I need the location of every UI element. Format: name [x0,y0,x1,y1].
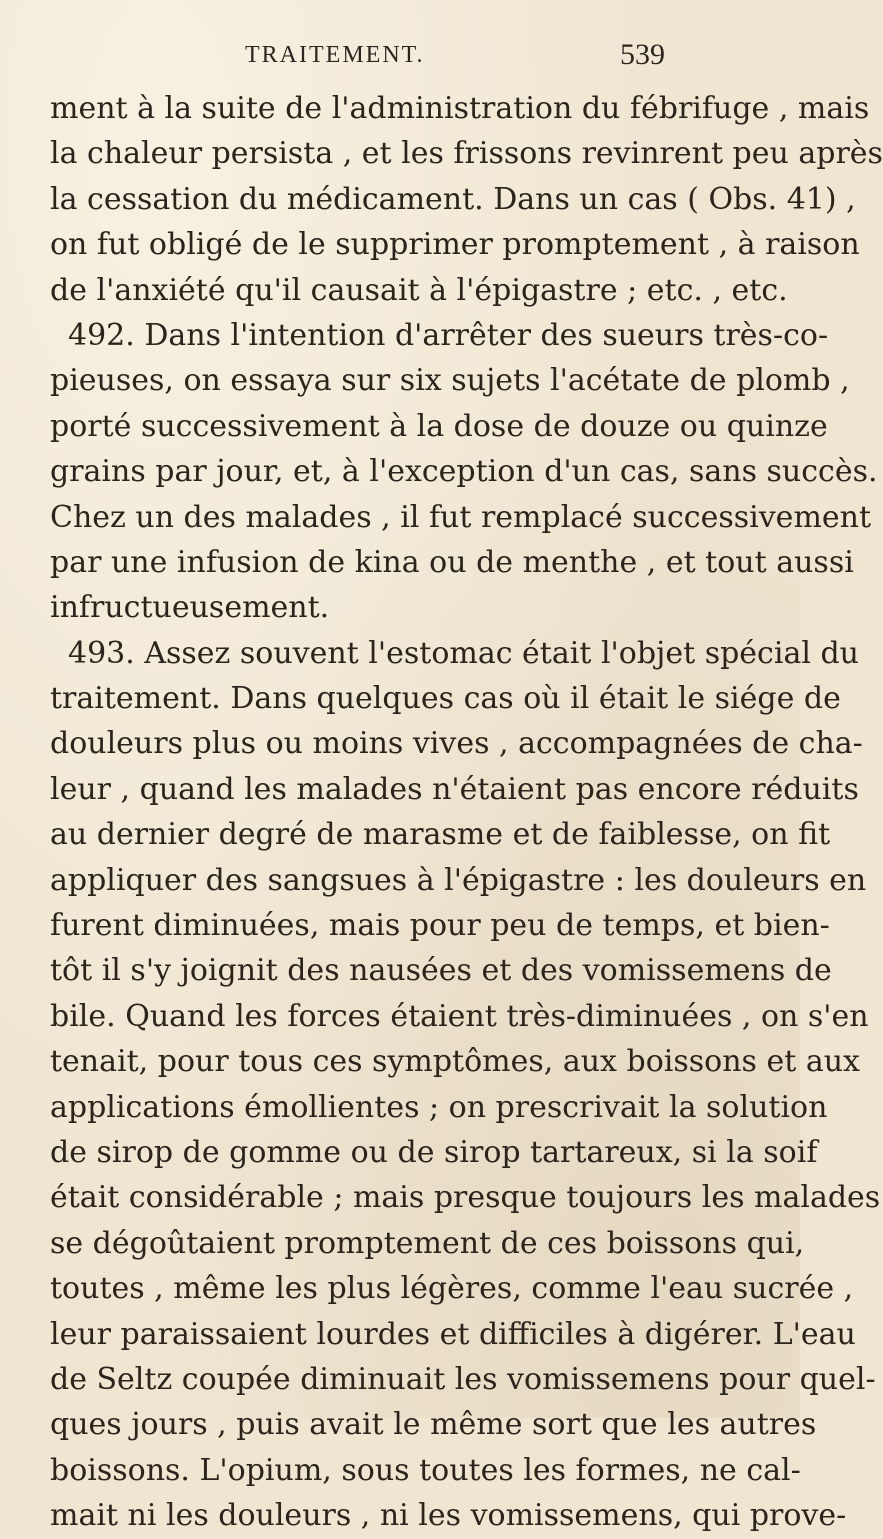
body-text [50,86,883,1539]
text-line: tôt il s'y joignit des nausées et des vomissemens de [50,953,832,989]
paragraph-492-start: 492. Dans l'intention d'arrêter des sueurs très-co- [68,317,829,353]
text-line: douleurs plus ou moins vives , accompagnées de cha- [50,726,863,762]
text-line: furent diminuées, mais pour peu de temps, et bien- [50,908,830,944]
text-line: infructueusement. [50,590,330,626]
text-line: appliquer des sangsues à l'épigastre : les douleurs en [50,862,867,898]
text-line: par une infusion de kina ou de menthe , et tout aussi [50,544,854,580]
text-line: de sirop de gomme ou de sirop tartareux, si la soif [50,1134,818,1170]
text-line: ques jours , puis avait le même sort que les autres [50,1407,817,1443]
text-line: de l'anxiété qu'il causait à l'épigastre ; etc. , etc. [50,272,788,308]
text-line: applications émollientes ; on prescrivait la solution [50,1089,828,1125]
text-line: pieuses, on essaya sur six sujets l'acétate de plomb , [50,363,850,399]
text-line: la cessation du médicament. Dans un cas ( Obs. 41) , [50,181,856,217]
text-line: la chaleur persista , et les frissons revinrent peu après [50,136,883,172]
text-line: leur , quand les malades n'étaient pas encore réduits [50,771,859,807]
page-number: 539 [620,38,665,71]
page-header [0,38,800,82]
running-title: TRAITEMENT. [245,42,425,68]
text-line: Chez un des malades , il fut remplacé successivement [50,499,872,535]
text-line: se dégoûtaient promptement de ces boissons qui, [50,1225,805,1261]
text-line: traitement. Dans quelques cas où il était le siége de [50,681,841,717]
text-line: ment à la suite de l'administration du fébrifuge , mais [50,91,870,126]
text-line: mait ni les douleurs , ni les vomissemens, qui prove- [50,1498,847,1534]
text-line: leur paraissaient lourdes et difficiles à digérer. L'eau [50,1316,856,1352]
text-line: au dernier degré de marasme et de faiblesse, on fit [50,817,831,853]
text-line: bile. Quand les forces étaient très-diminuées , on s'en [50,998,869,1034]
text-line: tenait, pour tous ces symptômes, aux boissons et aux [50,1044,860,1080]
text-line: toutes , même les plus légères, comme l'eau sucrée , [50,1271,854,1307]
text-line: grains par jour, et, à l'exception d'un cas, sans succès. [50,454,878,490]
text-line: on fut obligé de le supprimer promptement , à raison [50,227,860,263]
text-line: était considérable ; mais presque toujours les malades [50,1180,881,1216]
text-line: de Seltz coupée diminuait les vomissemens pour quel- [50,1361,876,1397]
paragraph-493-start: 493. Assez souvent l'estomac était l'objet spécial du [68,635,859,671]
text-line: boissons. L'opium, sous toutes les formes, ne cal- [50,1452,801,1488]
text-line: porté successivement à la dose de douze ou quinze [50,408,828,444]
